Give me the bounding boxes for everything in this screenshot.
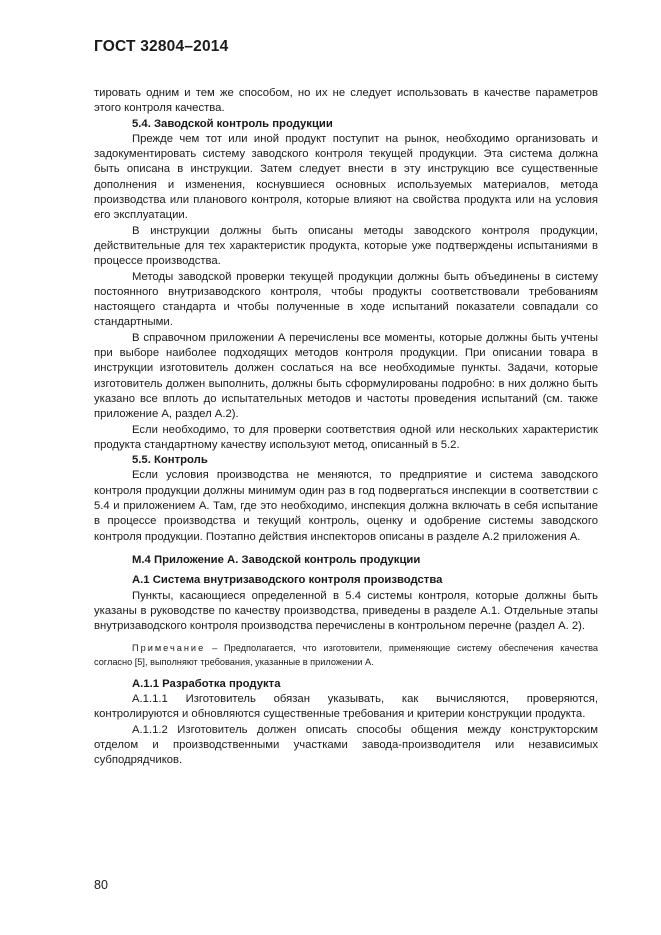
paragraph-continuation: тировать одним и тем же способом, но их не следует использовать в качестве параметров этого контроля качества.	[94, 87, 598, 115]
page-number: 80	[94, 878, 108, 892]
paragraph: Методы заводской проверки текущей продукции должны быть объединены в систему постоянного внутризаводского контроля, чтобы продукты соответствовали требованиям настоящего стандарта и чтобы полученные в ходе испытаний показатели совпадали со стандартными.	[94, 270, 598, 329]
paragraph: Пункты, касающиеся определенной в 5.4 системы контроля, которые должны быть указаны в руководстве по качеству производства, приведены в разделе А.1. Отдельные этапы внутризаводского контроля производства перечислены в контрольном перечне (раздел А. 2).	[94, 589, 598, 633]
note	[94, 642, 598, 668]
heading-a-1-1: А.1.1 Разработка продукта	[132, 677, 281, 690]
paragraph: В справочном приложении А перечислены все моменты, которые должны быть учтены при выборе наиболее подходящих методов контроля продукции. При описании товара в инструкции изготовитель должен сослаться на все необходимые пункты. Задачи, которые изготовитель должен выполнить, должны быть сформулированы подробно: в них должно быть указано все вплоть до испытательных методов и частоты проведения испытаний (см. также приложение А, раздел А.2).	[94, 331, 598, 421]
document-body	[94, 86, 598, 769]
heading-5-4: 5.4. Заводской контроль продукции	[132, 117, 333, 130]
heading-a-1: А.1 Система внутризаводского контроля производства	[132, 574, 443, 587]
note-text: – Предполагается, что изготовители, применяющие систему обеспечения качества согласно [5], выполняют требования, указанные в приложении А.	[94, 643, 598, 667]
heading-annex-m-4: М.4 Приложение А. Заводской контроль продукции	[132, 553, 421, 566]
paragraph: Если необходимо, то для проверки соответствия одной или нескольких характеристик продукта стандартному качеству используют метод, описанный в 5.2.	[94, 423, 598, 451]
heading-5-5: 5.5. Контроль	[132, 454, 208, 467]
note-label: Примечание	[132, 643, 206, 654]
paragraph: А.1.1.2 Изготовитель должен описать способы общения между конструкторским отделом и производственными участками завода-производителя или независимых субподрядчиков.	[94, 723, 598, 767]
paragraph: В инструкции должны быть описаны методы заводского контроля продукции, действительные для тех характеристик продукта, которые уже подтверждены испытаниями в процессе производства.	[94, 224, 598, 268]
paragraph: Прежде чем тот или иной продукт поступит на рынок, необходимо организовать и задокументировать систему заводского контроля текущей продукции. Эта система должна быть описана в инструкции. Затем следует внести в эту инструкцию все существенные дополнения и изменения, коснувшиеся основных используемых материалов, метода производства или планового контроля, которые влияют на свойства продукта или на условия его эксплуатации.	[94, 132, 598, 222]
page-header: ГОСТ 32804–2014	[94, 38, 229, 55]
paragraph: А.1.1.1 Изготовитель обязан указывать, как вычисляются, проверяются, контролируются и обновляются существенные требования и критерии конструкции продукта.	[94, 693, 598, 721]
paragraph: Если условия производства не меняются, то предприятие и система заводского контроля продукции должны минимум один раз в год подвергаться инспекции в соответствии с 5.4 и приложением А. Там, где это необходимо, инспекция должна включать в себя испытание в процессе производства и текущий контроль, оценку и одобрение системы заводского контроля продукции. Поэтапно действия инспекторов описаны в разделе А.2 приложения А.	[94, 469, 598, 543]
